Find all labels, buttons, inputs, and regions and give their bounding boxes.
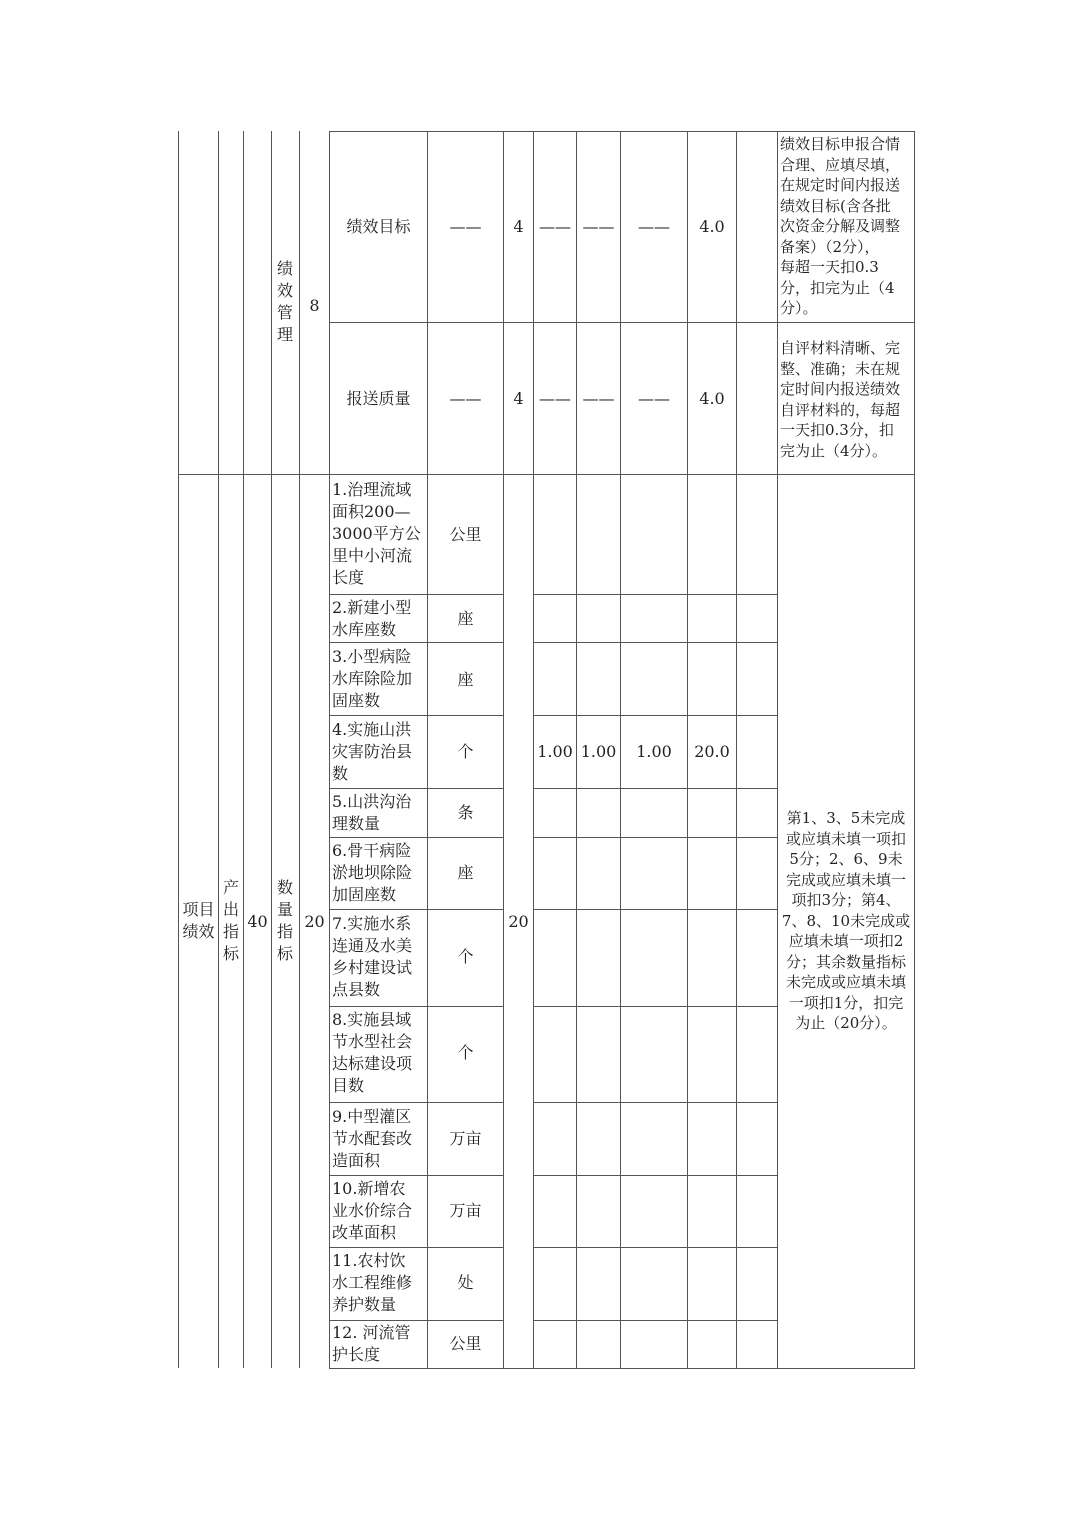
indicator-unit: 个 [457,742,474,761]
grid-hline [533,837,778,838]
grid-hline [533,1102,778,1103]
indicator-target: 1.00 [537,742,573,761]
indicator-score: 4.0 [699,217,725,236]
indicator-unit: 公里 [449,525,482,544]
indicator-unit: 万亩 [449,1201,482,1220]
grid-vline [271,131,272,1368]
grid-vline [243,131,244,1368]
grid-vline [329,131,330,1368]
grid-hline [329,1368,915,1369]
level2-score: 40 [247,912,268,931]
indicator-weight: 4 [513,389,524,408]
grid-hline [533,1175,778,1176]
grid-vline [736,131,737,1368]
indicator-name: 1.治理流域 面积200— 3000平方公 里中小河流 长度 [332,480,421,587]
indicator-completion: —— [638,217,670,236]
grid-hline [329,1102,503,1103]
indicator-name: 5.山洪沟治 理数量 [332,792,412,833]
indicator-unit: 处 [457,1273,474,1292]
indicator-score: 4.0 [699,389,725,408]
indicator-target: —— [539,389,571,408]
grid-hline [329,594,503,595]
scoring-note: 第1、3、5未完成 或应填未填一项扣 5分；2、6、9未 完成或应填未填一 项扣3分；第4、 7、8、10未完成或 应填未填一项扣2 分；其余数量指标 未完成或应填未填 一项扣1分，扣完 为止（20分）。 [781,809,911,1032]
indicator-name: 9.中型灌区 节水配套改 造面积 [332,1107,413,1170]
grid-vline [218,131,219,1368]
grid-vline [503,131,504,1368]
indicator-unit: 座 [457,609,474,628]
indicator-unit: 座 [457,863,474,882]
indicator-unit: —— [449,389,482,408]
indicator-name: 3.小型病险 水库除险加 固座数 [332,647,413,710]
grid-hline [329,837,503,838]
scoring-note: 自评材料清晰、完 整、准确；未在规 定时间内报送绩效 自评材料的，每超 一天扣0.3分，扣 完为止（4分）。 [780,339,901,460]
level1-label: 项目 绩效 [182,900,215,941]
indicator-name: 绩效目标 [346,217,411,236]
indicator-name: 6.骨干病险 淤地坝除险 加固座数 [332,841,413,904]
indicator-name: 8.实施县域 节水型社会 达标建设项 目数 [332,1010,413,1095]
grid-hline [329,1247,503,1248]
grid-vline [914,131,915,1368]
grid-hline [329,642,503,643]
indicator-weight: 4 [513,217,524,236]
indicator-unit: 万亩 [449,1129,482,1148]
indicator-actual: 1.00 [580,742,617,761]
grid-vline [777,131,778,1368]
grid-vline [178,131,179,1368]
indicator-unit: 个 [457,1043,474,1062]
indicator-target: —— [539,217,571,236]
category-label: 绩 效 管 理 [276,259,293,344]
grid-hline [533,1247,778,1248]
grid-hline [329,131,915,132]
indicator-name: 10.新增农 业水价综合 改革面积 [332,1179,413,1242]
indicator-name: 报送质量 [346,389,411,408]
grid-hline [329,715,503,716]
indicator-score: 20.0 [694,742,730,761]
indicator-unit: 条 [457,803,474,822]
level3-score: 20 [304,912,325,931]
grid-hline [329,1320,503,1321]
indicator-name: 7.实施水系 连通及水美 乡村建设试 点县数 [332,914,413,999]
grid-hline [329,1006,503,1007]
indicator-completion: —— [638,389,670,408]
grid-hline [533,788,778,789]
indicator-completion: 1.00 [636,742,672,761]
grid-hline [533,594,778,595]
grid-hline [329,909,503,910]
grid-hline [533,715,778,716]
indicator-name: 12. 河流管 护长度 [332,1323,411,1364]
indicator-unit: 座 [457,670,474,689]
category-score: 8 [309,296,320,315]
indicator-unit: 个 [457,947,474,966]
indicator-name: 11.农村饮 水工程维修 养护数量 [332,1251,413,1314]
indicator-name: 4.实施山洪 灾害防治县 数 [332,720,413,783]
indicator-actual: —— [582,217,615,236]
grid-hline [329,788,503,789]
grid-hline [329,322,915,323]
grid-hline [329,1175,503,1176]
grid-hline [178,474,915,475]
indicator-actual: —— [582,389,615,408]
group-weight: 20 [508,912,529,931]
level3-label: 数 量 指 标 [276,878,293,963]
indicator-unit: 公里 [449,1334,482,1353]
indicator-unit: —— [449,217,482,236]
grid-hline [533,642,778,643]
grid-hline [533,909,778,910]
indicator-name: 2.新建小型 水库座数 [332,598,412,639]
grid-hline [533,1320,778,1321]
level2-label: 产 出 指 标 [222,878,239,963]
grid-hline [533,1006,778,1007]
scoring-note: 绩效目标申报合情 合理、应填尽填， 在规定时间内报送 绩效目标(含各批 次资金分解及调整 备案）（2分）， 每超一天扣0.3 分，扣完为止（4 分）。 [780,135,901,317]
